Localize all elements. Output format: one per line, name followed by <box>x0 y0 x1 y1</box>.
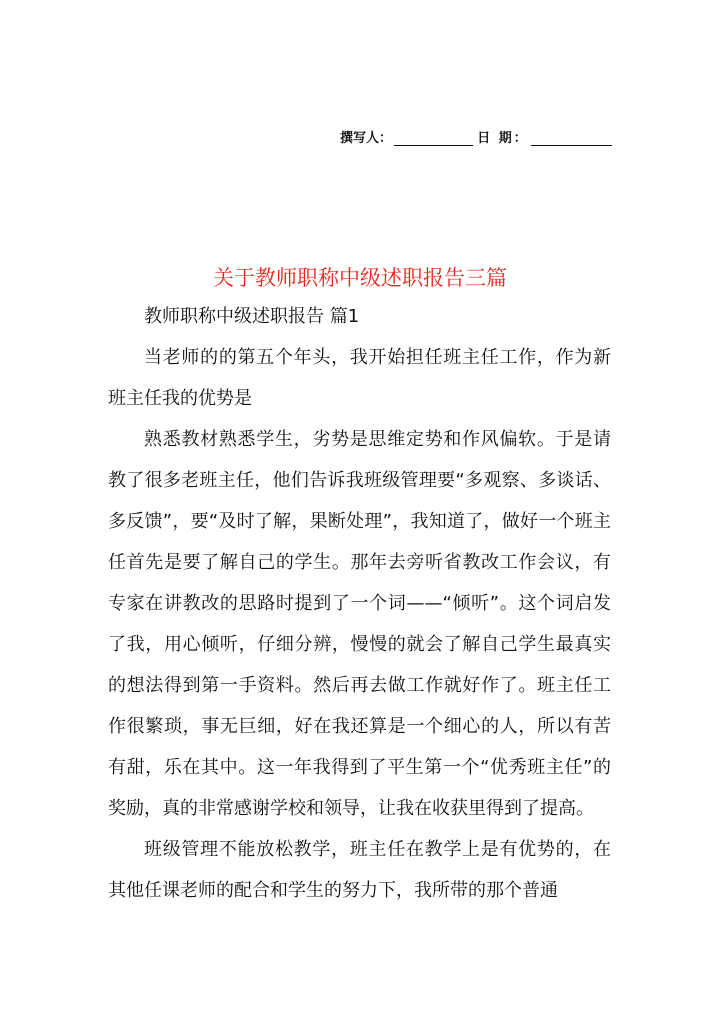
body-paragraph: 当老师的的第五个年头，我开始担任班主任工作，作为新班主任我的优势是 <box>108 347 611 409</box>
date-blank-line <box>531 129 612 146</box>
section-subheading: 教师职称中级述职报告 篇1 <box>144 306 360 327</box>
writer-blank-line <box>394 129 473 146</box>
body-paragraph: 班级管理不能放松教学，班主任在教学上是有优势的，在其他任课老师的配合和学生的努力下，我所带的那个普通 <box>108 839 611 901</box>
document-body <box>108 296 611 911</box>
writer-label: 撰写人： <box>340 131 393 146</box>
document-title: 关于教师职称中级述职报告三篇 <box>213 266 507 290</box>
body-paragraph: 熟悉教材熟悉学生，劣势是思维定势和作风偏软。于是请教了很多老班主任，他们告诉我班级管理要“多观察、多谈话、多反馈”，要“及时了解，果断处理”，我知道了，做好一个班主任首先是要了解自己的学生。那年去旁听省教改工作会议，有专家在讲教改的思路时提到了一个词——“倾听”。这个词启发了我，用心倾听，仔细分辨，慢慢的就会了解自己学生最真实的想法得到第一手资料。然后再去做工作就好作了。班主任工作很繁琐，事无巨细，好在我还算是一个细心的人，所以有苦有甜，乐在其中。这一年我得到了平生第一个“优秀班主任”的奖励，真的非常感谢学校和领导，让我在收获里得到了提高。 <box>108 429 611 819</box>
document-header <box>340 124 612 146</box>
date-label: 日 期： <box>477 131 529 146</box>
